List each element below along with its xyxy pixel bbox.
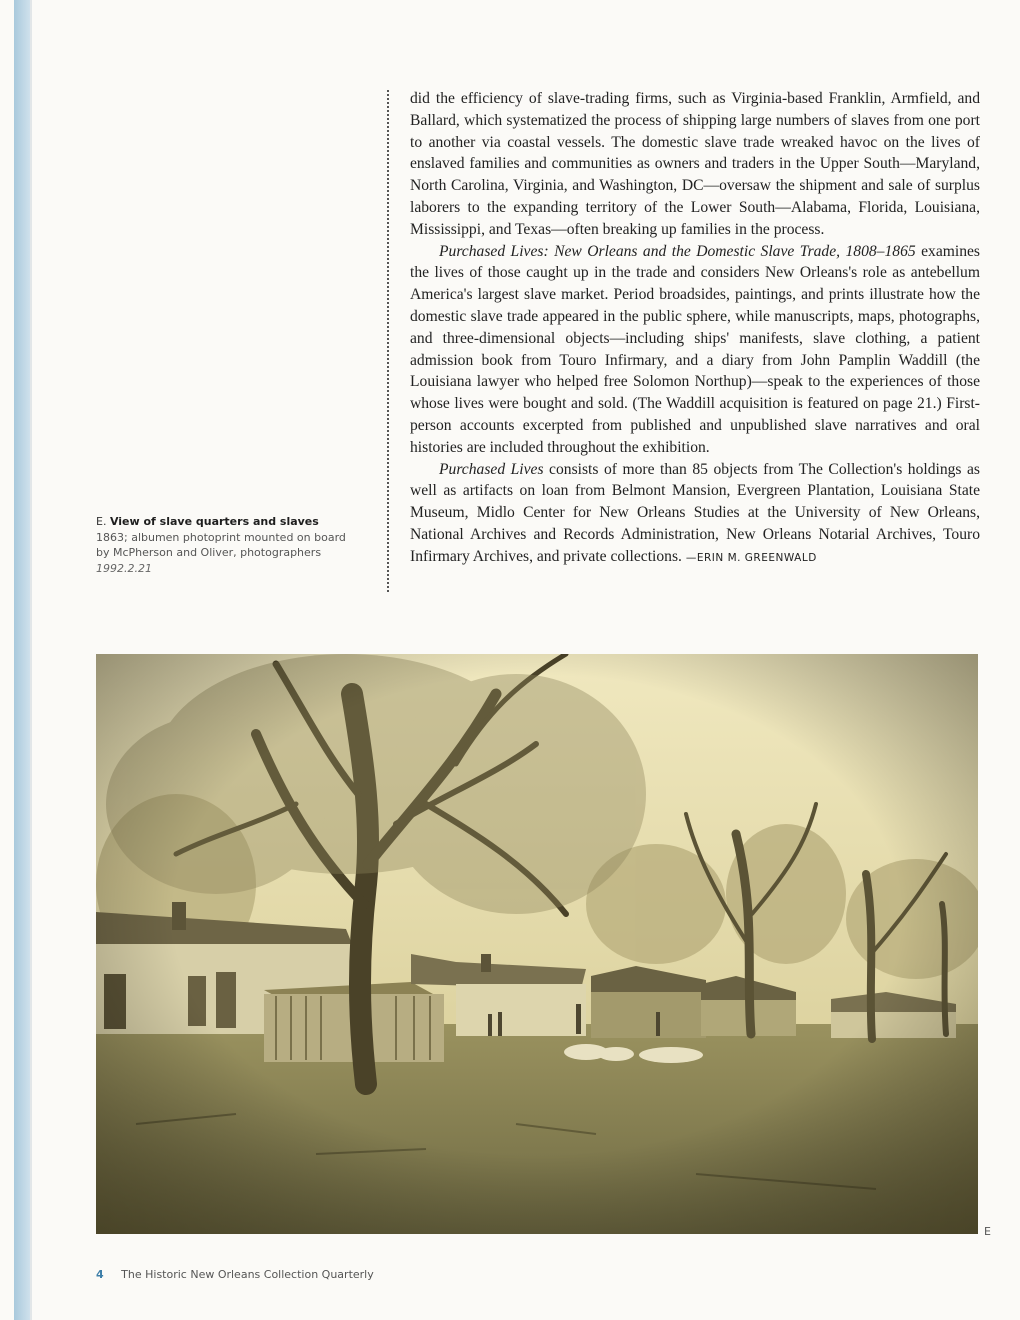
dotted-column-divider <box>387 90 389 592</box>
page-footer <box>96 1268 374 1281</box>
caption-credit: by McPherson and Oliver, photographers <box>96 546 322 559</box>
paragraph-2-text: examines the lives of those caught up in the trade and considers New Orleans's role as antebellum America's largest slave market. Period broadsides, paintings, and prints illustrate how the domestic slave trade appeared in the public sphere, while manuscripts, maps, photographs, and three-dimensional objects—including ships' manifests, slave clothing, a patient admission book from Touro Infirmary, and a diary from John Pamplin Waddill (the Louisiana lawyer who helped free Solomon Northup)—speak to the experiences of those whose lives were bought and sold. (The Waddill acquisition is featured on page 21.) First-person accounts excerpted from published and unpublished slave narratives and oral histories are included throughout the exhibition. <box>410 242 980 456</box>
caption-title: View of slave quarters and slaves <box>109 515 319 528</box>
caption-accession-number: 1992.2.21 <box>96 561 152 575</box>
page-number: 4 <box>96 1268 104 1281</box>
vignette <box>96 654 978 1234</box>
article-paragraph-1: did the efficiency of slave-trading firms, such as Virginia-based Franklin, Armfield, and Ballard, which systematized the process of shipping large numbers of slaves from one port to another via coastal vessels. The domestic slave trade wreaked havoc on the lives of enslaved families and communities as owners and traders in the Upper South—Maryland, North Carolina, Virginia, and Washington, DC—oversaw the shipment and sale of surplus laborers to the expanding territory of the Lower South—Alabama, Florida, Louisiana, Mississippi, and Texas—often breaking up families in the process. <box>410 90 980 238</box>
paragraph-3-text: consists of more than 85 objects from The Collection's holdings as well as artifacts on loan from Belmont Mansion, Evergreen Plantation, Louisiana State Museum, Midlo Center for New Orleans Studies at the University of New Orleans, National Archives and Records Administration, New Orleans Notarial Archives, Touro Infirmary Archives, and private collections. <box>410 460 980 565</box>
caption-letter: E. <box>96 515 107 528</box>
exhibition-title: Purchased Lives: New Orleans and the Domestic Slave Trade, 1808–1865 <box>439 242 916 260</box>
photo-caption <box>96 514 356 576</box>
exhibition-short-title: Purchased Lives <box>439 460 544 478</box>
article-paragraph-2 <box>410 241 980 459</box>
historic-photograph <box>96 654 978 1234</box>
binding-edge <box>14 0 30 1320</box>
author-byline: —ERIN M. GREENWALD <box>685 551 817 564</box>
article-body <box>410 88 980 570</box>
figure-letter: E <box>984 1225 991 1238</box>
caption-medium: 1863; albumen photoprint mounted on board <box>96 530 346 544</box>
article-paragraph-3 <box>410 459 980 570</box>
publication-name: The Historic New Orleans Collection Quarterly <box>121 1268 374 1281</box>
slave-quarters-photo-illustration <box>96 654 978 1234</box>
caption-title-line <box>96 514 356 530</box>
page-edge <box>30 0 32 1320</box>
